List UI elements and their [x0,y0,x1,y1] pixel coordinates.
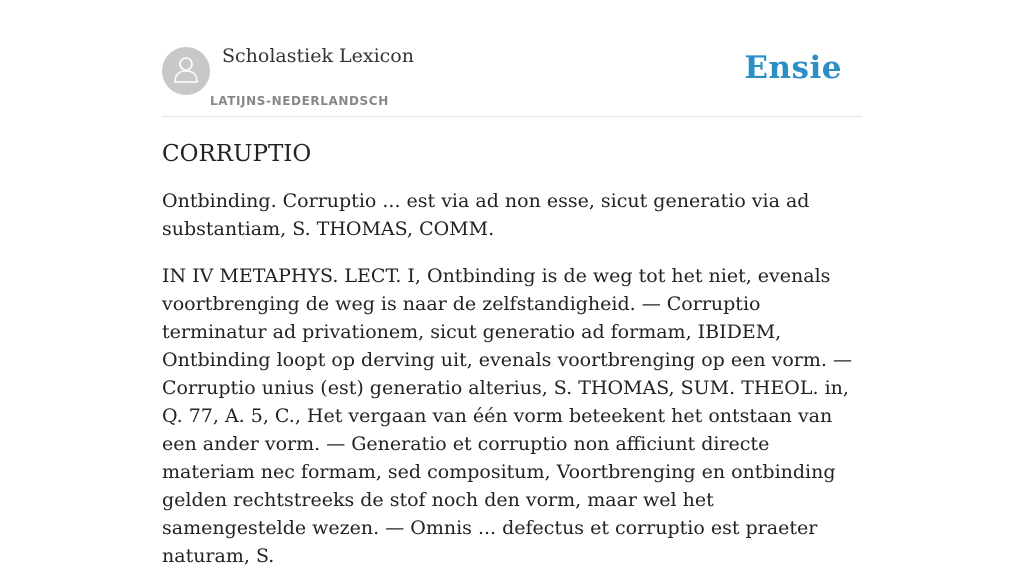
dictionary-subtitle: LATIJNS-NEDERLANDSCH [210,94,389,108]
dictionary-header [162,0,862,117]
entry-paragraph: Ontbinding. Corruptio ... est via ad non esse, sicut generatio via ad substantiam, S. THOMAS, COMM. [162,190,810,240]
page [162,0,862,570]
user-icon [173,55,199,87]
entry-headword: CORRUPTIO [162,141,312,167]
entry-paragraph: IN IV METAPHYS. LECT. I, Ontbinding is de weg tot het niet, evenals voortbrenging de weg is naar de zelfstandigheid. — Corruptio terminatur ad privationem, sicut generatio ad formam, IBIDEM, Ontbinding loopt op derving uit, evenals voortbrenging op een vorm. — Corruptio unius (est) generatio alterius, S. THOMAS, SUM. THEOL. in, Q. 77, A. 5, C., Het vergaan van één vorm beteekent het ontstaan van een ander vorm. — Generatio et corruptio non afficiunt directe materiam nec formam, sed compositum, Voortbrenging en ontbinding gelden rechtstreeks de stof noch den vorm, maar wel het samengestelde wezen. — Omnis ... defectus et corruptio est praeter naturam, S. [162,265,852,567]
ensie-logo[interactable]: Ensie [744,50,842,86]
avatar[interactable] [162,47,210,95]
dictionary-title[interactable]: Scholastiek Lexicon [222,45,414,67]
